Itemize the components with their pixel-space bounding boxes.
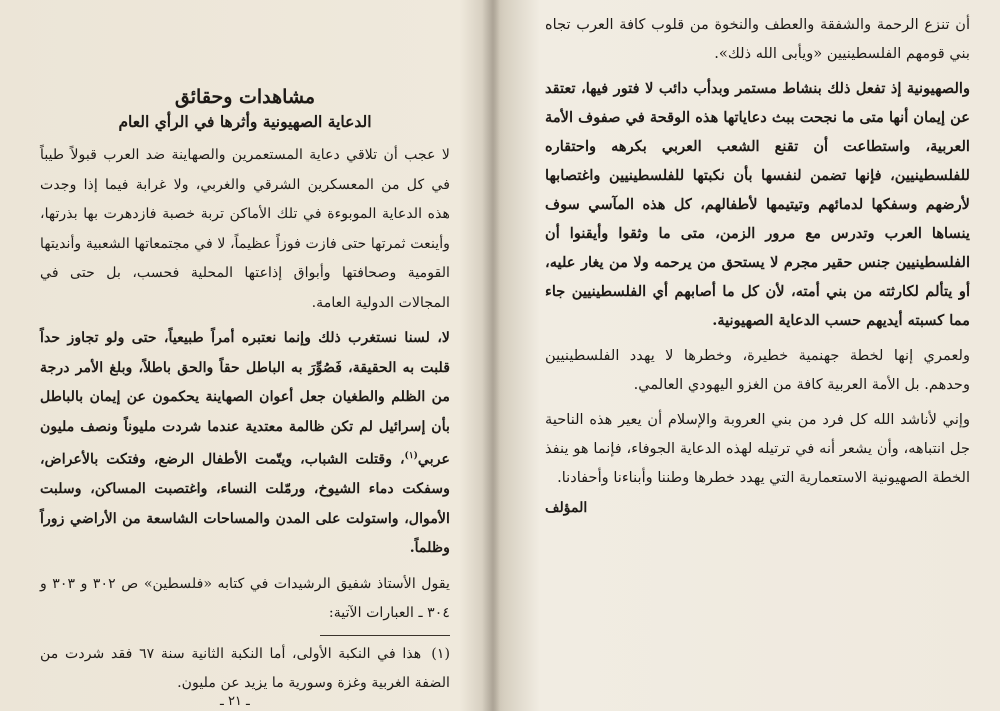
right-paragraph-2: والصهيونية إذ تفعل ذلك بنشاط مستمر وبدأب دائب لا فتور فيها، تعتقد عن إيمان أنها متى ما نجحت ببث دعاياتها هذه الوقحة في صفوف الأمة العربية، واستطاعت أن تقنع الشعب العربي بكرهه واحتقاره للفلسطينيين، فإنها تضمن لنفسها بأن نكبتها للفلسطينيين واغتصابها لأرضهم وسفكها لدمائهم وتيتيمها لأطفالهم، كل هذه المآسي سوف ينساها العرب وتدرس مع مرور الزمن، متى ما وثقوا وأيقنوا أن الفلسطينيين جنس حقير مجرم لا يستحق من يرحمه ولا من يغار عليه، أو يتألم لكارثته من بني أمته، لأن كل ما أصابهم أي الفلسطينيين جاء مما كسبته أيديهم حسب الدعاية الصهيونية. xyxy=(545,80,970,329)
author-signature: المؤلف xyxy=(545,500,588,516)
left-paragraph-2-cont: ، وقتلت الشباب، ويتّمت الأطفال الرضع، وفتكت بالأعراض، وسفكت دماء الشيوخ، ورمّلت النساء، واغتصبت المساكن، وسلبت الأموال، واستولت على المدن والمساحات الشاسعة من الأراضي زوراً وظلماً. xyxy=(40,451,450,557)
footnote-text: هذا في النكبة الأولى، أما النكبة الثانية سنة ٦٧ فقد شردت من الضفة الغربية وغزة وسورية ما يزيد عن مليون. xyxy=(40,645,450,692)
left-paragraph-1: لا عجب أن تلاقي دعاية المستعمرين والصهاينة ضد العرب قبولاً طيباً في كل من المعسكرين الشرقي والغربي، ولا غرابة فيما إذا وجدت هذه الدعاية الموبوءة في تلك الأماكن تربة خصبة فازدهرت بها بذرتها، وأينعت ثمرتها حتى فازت فوزاً عظيماً، لا في مجتمعاتها الشعبية وأنديتها القومية وصحافتها وأبواق إذاعتها المحلية فحسب، بل حتى في المجالات الدولية العامة. xyxy=(40,147,450,311)
right-page xyxy=(505,0,1000,711)
footnote-marker: (١) xyxy=(404,451,418,461)
right-paragraph-3: ولعمري إنها لخطة جهنمية خطيرة، وخطرها لا يهدد الفلسطينيين وحدهم. بل الأمة العربية كافة من الغزو اليهودي العالمي. xyxy=(545,347,970,393)
footnote xyxy=(40,640,450,699)
section-subtitle: الدعاية الصهيونية وأثرها في الرأي العام xyxy=(118,112,372,131)
left-paragraph-2 xyxy=(40,324,450,564)
section-title: مشاهدات وحقائق xyxy=(174,86,316,108)
footnote-divider xyxy=(320,635,450,636)
left-page xyxy=(0,0,490,711)
right-paragraph-1: أن تنزع الرحمة والشفقة والعطف والنخوة من قلوب كافة العرب تجاه بني قومهم الفلسطينيين «ويأبى الله ذلك». xyxy=(545,16,970,62)
left-paragraph-2-text: لا، لسنا نستغرب ذلك وإنما نعتبره أمراً طبيعياً، حتى ولو تجاوز حداً قلبت به الحقيقة، فَصُوِّرَ به الباطل حقاً والحق باطلاً، وبلغ الأمر درجة من الظلم والطغيان جعل أعوان الصهاينة يحكمون عن إيمان بالباطل بأن إسرائيل لم تكن ظالمة معتدية عندما شردت مليوناً ونصف مليون عربي xyxy=(40,330,450,468)
left-paragraph-3: يقول الأستاذ شفيق الرشيدات في كتابه «فلسطين» ص ٣٠٢ و ٣٠٣ و ٣٠٤ ـ العبارات الآتية: xyxy=(40,575,450,622)
right-paragraph-4: وإني لأناشد الله كل فرد من بني العروبة والإسلام أن يعير هذه الناحية جل انتباهه، وأن يشعر أنه في ترتيله لهذه الدعاية الجوفاء، فإنما هو ينفذ الخطة الصهيونية الاستعمارية التي يهدد خطرها وطننا وأبناءنا وأحفادنا. xyxy=(545,411,970,486)
footnote-number: (١) xyxy=(431,645,450,662)
page-number: ـ ٢١ ـ xyxy=(220,694,250,709)
